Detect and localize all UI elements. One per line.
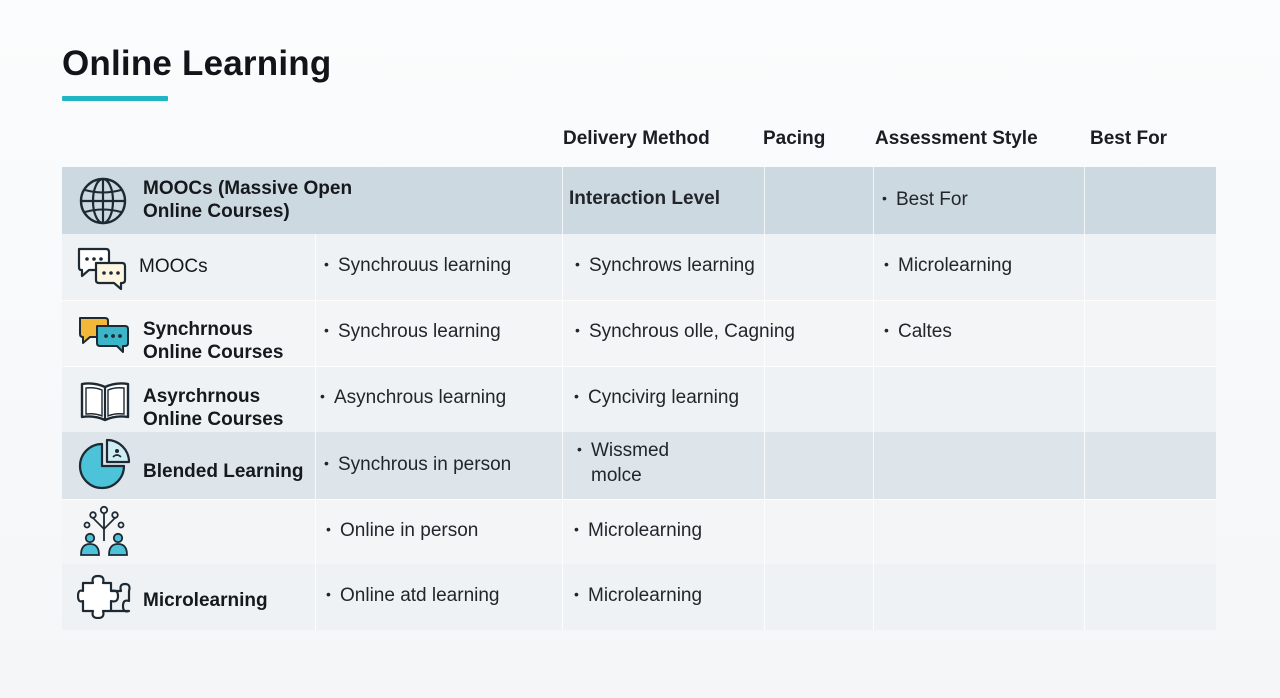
interaction-level-label: Interaction Level [569, 188, 720, 209]
row-name-line2: Online Courses) [143, 201, 290, 222]
pacing-value: • Cyncivirg learning [574, 387, 739, 409]
delivery-method-value: • Synchrous learning [324, 321, 501, 343]
pacing-value: • Microlearning [574, 585, 702, 607]
globe-icon [78, 176, 128, 226]
row-name: Microlearning [143, 590, 268, 611]
column-header-assessment-style: Assessment Style [875, 128, 1038, 149]
row-name-line1: MOOCs (Massive Open [143, 178, 353, 199]
row-name-line1: Asyrchrnous [143, 386, 261, 407]
open-book-icon [78, 379, 132, 423]
network-people-icon [76, 505, 132, 559]
row-divider [62, 499, 1216, 500]
row-name-line1: Synchrnous [143, 319, 253, 340]
column-divider [1084, 167, 1085, 630]
pacing-value: • Synchrous olle, Cagning [575, 321, 795, 343]
column-divider [873, 167, 874, 630]
page-title: Online Learning [62, 44, 332, 83]
column-header-pacing: Pacing [763, 128, 826, 149]
delivery-method-value: • Online atd learning [326, 585, 500, 607]
best-for-label: • Best For [882, 189, 968, 211]
assessment-value: • Microlearning [884, 255, 1012, 277]
title-underline [62, 96, 168, 101]
column-divider [764, 167, 765, 630]
pacing-value: • Synchrows learning [575, 255, 755, 277]
row-name: MOOCs [139, 256, 208, 277]
delivery-method-value: • Synchrous in person [324, 454, 511, 476]
delivery-method-value: • Synchrouus learning [324, 255, 511, 277]
chat-bubbles-icon [76, 245, 128, 291]
column-divider [562, 167, 563, 630]
comparison-table [62, 167, 1216, 630]
column-header-best-for: Best For [1090, 128, 1168, 149]
column-divider [315, 234, 316, 630]
row-name: Blended Learning [143, 461, 304, 482]
delivery-method-value: • Online in person [326, 520, 478, 542]
pacing-value: • Microlearning [574, 520, 702, 542]
delivery-method-value: • Asynchrous learning [320, 387, 506, 409]
pacing-value-line1: • Wissmed [577, 440, 669, 462]
pie-chart-icon [76, 438, 132, 494]
row-name-line2: Online Courses [143, 409, 284, 430]
column-header-delivery-method: Delivery Method [563, 128, 710, 149]
row-divider [62, 300, 1216, 301]
row-divider [62, 366, 1216, 367]
row-name-line2: Online Courses [143, 342, 284, 363]
pacing-value-line2: molce [591, 465, 642, 486]
chat-bubbles-color-icon [77, 315, 131, 355]
assessment-value: • Caltes [884, 321, 952, 343]
puzzle-icon [77, 573, 131, 619]
